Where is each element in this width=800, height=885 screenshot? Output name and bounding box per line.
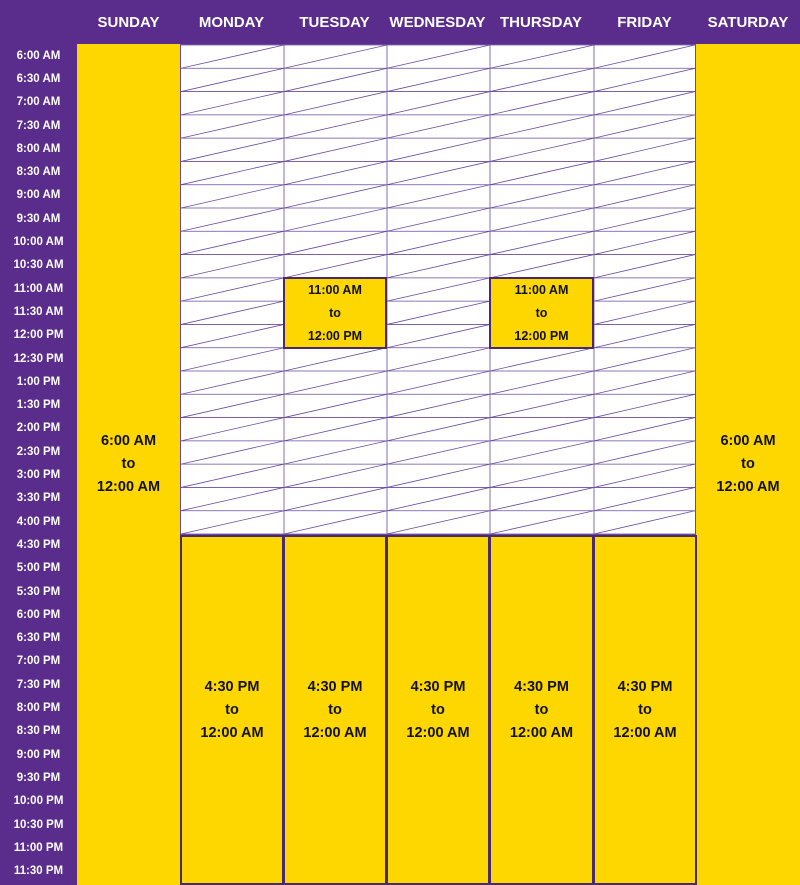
friday-evening-start: 4:30 PM [617,678,673,695]
hatch-diagonal-line [387,394,490,417]
hatch-diagonal-line [490,138,594,161]
time-label: 9:30 AM [16,212,61,225]
hatch-diagonal-line [490,348,594,371]
hatch-diagonal-line [284,231,387,254]
hatch-diagonal-line [490,45,594,68]
hatch-diagonal-line [594,371,695,394]
hatch-diagonal-line [387,487,490,510]
hatch-diagonal-line [387,208,490,231]
day-header-wednesday: WEDNESDAY [389,13,486,31]
hatch-diagonal-line [387,441,490,464]
hatch-diagonal-line [387,138,490,161]
hatch-diagonal-line [284,45,387,68]
hatch-diagonal-line [594,348,695,371]
monday-evening-sep: to [225,701,239,718]
time-label: 12:00 PM [13,329,64,342]
hatch-diagonal-line [490,68,594,91]
hatch-diagonal-line [387,68,490,91]
hatch-diagonal-line [387,278,490,301]
hatch-diagonal-line [594,418,695,441]
hatch-diagonal-line [181,68,284,91]
hatch-diagonal-line [284,418,387,441]
time-label: 1:00 PM [16,375,61,388]
hatch-diagonal-line [284,464,387,487]
unavailable-hatched-area [180,44,696,535]
hatch-diagonal-line [284,68,387,91]
hatch-diagonal-line [387,92,490,115]
hatch-diagonal-line [594,278,695,301]
hatch-diagonal-line [387,464,490,487]
hatch-diagonal-line [594,231,695,254]
wednesday-evening-sep: to [431,701,445,718]
hatch-diagonal-line [594,208,695,231]
time-label: 6:30 AM [16,72,61,85]
hatch-diagonal-line [594,255,695,278]
thursday-evening-start: 4:30 PM [514,678,569,695]
time-label: 5:00 PM [16,562,61,575]
time-label: 5:30 PM [16,585,61,598]
hatch-diagonal-line [594,138,695,161]
hatch-diagonal-line [490,511,594,534]
hatch-diagonal-line [181,138,284,161]
friday-evening-block [593,535,697,885]
thursday-midday-end: 12:00 PM [514,328,569,343]
hatch-diagonal-line [181,278,284,301]
hatch-diagonal-line [490,115,594,138]
hatch-diagonal-line [284,441,387,464]
time-label: 9:00 PM [16,748,61,761]
hatch-diagonal-line [284,161,387,184]
day-header-monday: MONDAY [198,13,265,31]
hatch-diagonal-line [490,161,594,184]
day-header-sunday: SUNDAY [97,13,160,31]
wednesday-evening-end: 12:00 AM [406,724,470,741]
time-label: 6:30 PM [16,632,61,645]
tuesday-evening-block [283,535,387,885]
day-header-saturday: SATURDAY [707,13,789,31]
hatch-diagonal-line [181,394,284,417]
hatch-diagonal-line [181,115,284,138]
hatch-diagonal-line [490,208,594,231]
hatch-diagonal-line [594,301,695,324]
hatch-diagonal-line [284,371,387,394]
hatch-diagonal-line [387,161,490,184]
hatch-diagonal-line [594,68,695,91]
tuesday-midday-end: 12:00 PM [307,328,363,343]
hatch-diagonal-line [284,92,387,115]
friday-evening-end: 12:00 AM [613,724,677,741]
monday-evening-end: 12:00 AM [200,724,264,741]
saturday-block [696,44,800,885]
thursday-midday-sep: to [535,305,548,320]
hatch-diagonal-line [490,185,594,208]
tuesday-evening-end: 12:00 AM [303,724,367,741]
hatch-diagonal-line [387,418,490,441]
friday-evening-sep: to [638,701,652,718]
hatch-diagonal-line [284,115,387,138]
tuesday-midday-sep: to [329,305,341,320]
hatch-diagonal-line [594,45,695,68]
time-label: 6:00 PM [16,608,61,621]
time-label: 8:30 AM [16,166,61,179]
thursday-evening-block [489,535,594,885]
hatch-diagonal-line [594,115,695,138]
time-label: 11:00 AM [13,282,64,295]
wednesday-evening-block [386,535,490,885]
hatch-diagonal-line [490,255,594,278]
hatch-diagonal-line [181,511,284,534]
day-header-tuesday: TUESDAY [299,13,370,31]
time-label: 4:30 PM [16,538,61,551]
hatch-diagonal-line [181,301,284,324]
hatch-diagonal-line [490,487,594,510]
time-label: 8:00 PM [16,702,61,715]
time-label: 7:30 AM [16,119,61,132]
time-label: 8:00 AM [16,142,61,155]
monday-evening-start: 4:30 PM [204,678,260,695]
time-label: 4:00 PM [16,515,61,528]
hatch-diagonal-line [594,161,695,184]
hatch-diagonal-line [284,208,387,231]
saturday-block-sep: to [741,456,755,472]
hatch-diagonal-line [181,231,284,254]
hatch-diagonal-line [181,45,284,68]
hatch-diagonal-line [181,441,284,464]
hatch-diagonal-line [387,371,490,394]
day-header-friday: FRIDAY [617,13,672,31]
time-label: 3:30 PM [16,492,61,505]
hatch-diagonal-line [181,92,284,115]
hatch-diagonal-line [284,511,387,534]
time-label: 3:00 PM [16,469,61,482]
hatch-diagonal-line [181,464,284,487]
hatch-diagonal-line [387,255,490,278]
wednesday-evening-start: 4:30 PM [410,678,466,695]
time-label: 11:30 PM [13,865,64,878]
tuesday-evening-sep: to [328,701,342,718]
hatch-diagonal-line [594,185,695,208]
hatch-diagonal-line [284,255,387,278]
time-label: 8:30 PM [16,725,61,738]
hatch-diagonal-line [181,255,284,278]
hatch-diagonal-line [387,324,490,347]
time-label: 1:30 PM [16,399,61,412]
hatch-diagonal-line [490,418,594,441]
hatch-diagonal-line [594,441,695,464]
hatch-diagonal-line [594,324,695,347]
hatch-diagonal-line [594,464,695,487]
thursday-midday-start: 11:00 AM [514,282,569,297]
tuesday-evening-start: 4:30 PM [307,678,363,695]
hatch-diagonal-line [387,348,490,371]
hatch-diagonal-line [490,394,594,417]
hatch-diagonal-line [490,464,594,487]
hatch-diagonal-line [387,115,490,138]
hatch-diagonal-line [594,487,695,510]
tuesday-midday-block [283,277,387,349]
hatch-diagonal-line [490,92,594,115]
time-label: 10:00 AM [13,236,64,249]
hatch-diagonal-line [284,185,387,208]
hatch-diagonal-line [181,348,284,371]
time-label: 7:30 PM [16,678,61,691]
hatch-diagonal-line [490,441,594,464]
hatch-diagonal-line [181,418,284,441]
thursday-evening-end: 12:00 AM [509,724,574,741]
monday-evening-block [180,535,284,885]
hatch-diagonal-line [181,371,284,394]
sunday-block-sep: to [121,456,136,472]
thursday-evening-sep: to [534,701,549,718]
hatch-diagonal-line [387,301,490,324]
time-label: 11:00 PM [13,841,64,854]
hatch-diagonal-line [594,92,695,115]
time-label: 10:30 PM [13,818,64,831]
hatch-diagonal-line [387,185,490,208]
tuesday-midday-start: 11:00 AM [308,282,362,297]
time-label: 10:00 PM [13,795,64,808]
hatch-diagonal-line [181,324,284,347]
time-label: 2:00 PM [16,422,61,435]
saturday-block-end: 12:00 AM [716,479,780,495]
sunday-block [77,44,180,885]
time-label: 10:30 AM [13,259,64,272]
hatch-diagonal-line [284,394,387,417]
sunday-block-end: 12:00 AM [96,479,161,495]
hatch-diagonal-line [284,138,387,161]
time-label: 2:30 PM [16,445,61,458]
time-label: 12:30 PM [13,352,64,365]
time-label: 11:30 AM [13,305,64,318]
hatch-diagonal-line [594,394,695,417]
hatch-pattern [181,45,695,534]
day-header-thursday: THURSDAY [500,13,582,31]
sunday-block-start: 6:00 AM [100,433,157,449]
hatch-diagonal-line [181,161,284,184]
time-label: 7:00 PM [16,655,61,668]
thursday-midday-block [489,277,594,349]
hatch-diagonal-line [387,511,490,534]
time-label: 9:00 AM [16,189,61,202]
hatch-diagonal-line [181,208,284,231]
hatch-diagonal-line [387,45,490,68]
hatch-diagonal-line [181,487,284,510]
hatch-diagonal-line [181,185,284,208]
hatch-diagonal-line [490,231,594,254]
hatch-diagonal-line [387,231,490,254]
time-label: 9:30 PM [16,771,61,784]
time-label: 7:00 AM [16,96,61,109]
hatch-diagonal-line [490,371,594,394]
hatch-diagonal-line [284,348,387,371]
time-label: 6:00 AM [16,49,61,62]
hatch-diagonal-line [594,511,695,534]
saturday-block-start: 6:00 AM [720,433,776,449]
hatch-diagonal-line [284,487,387,510]
